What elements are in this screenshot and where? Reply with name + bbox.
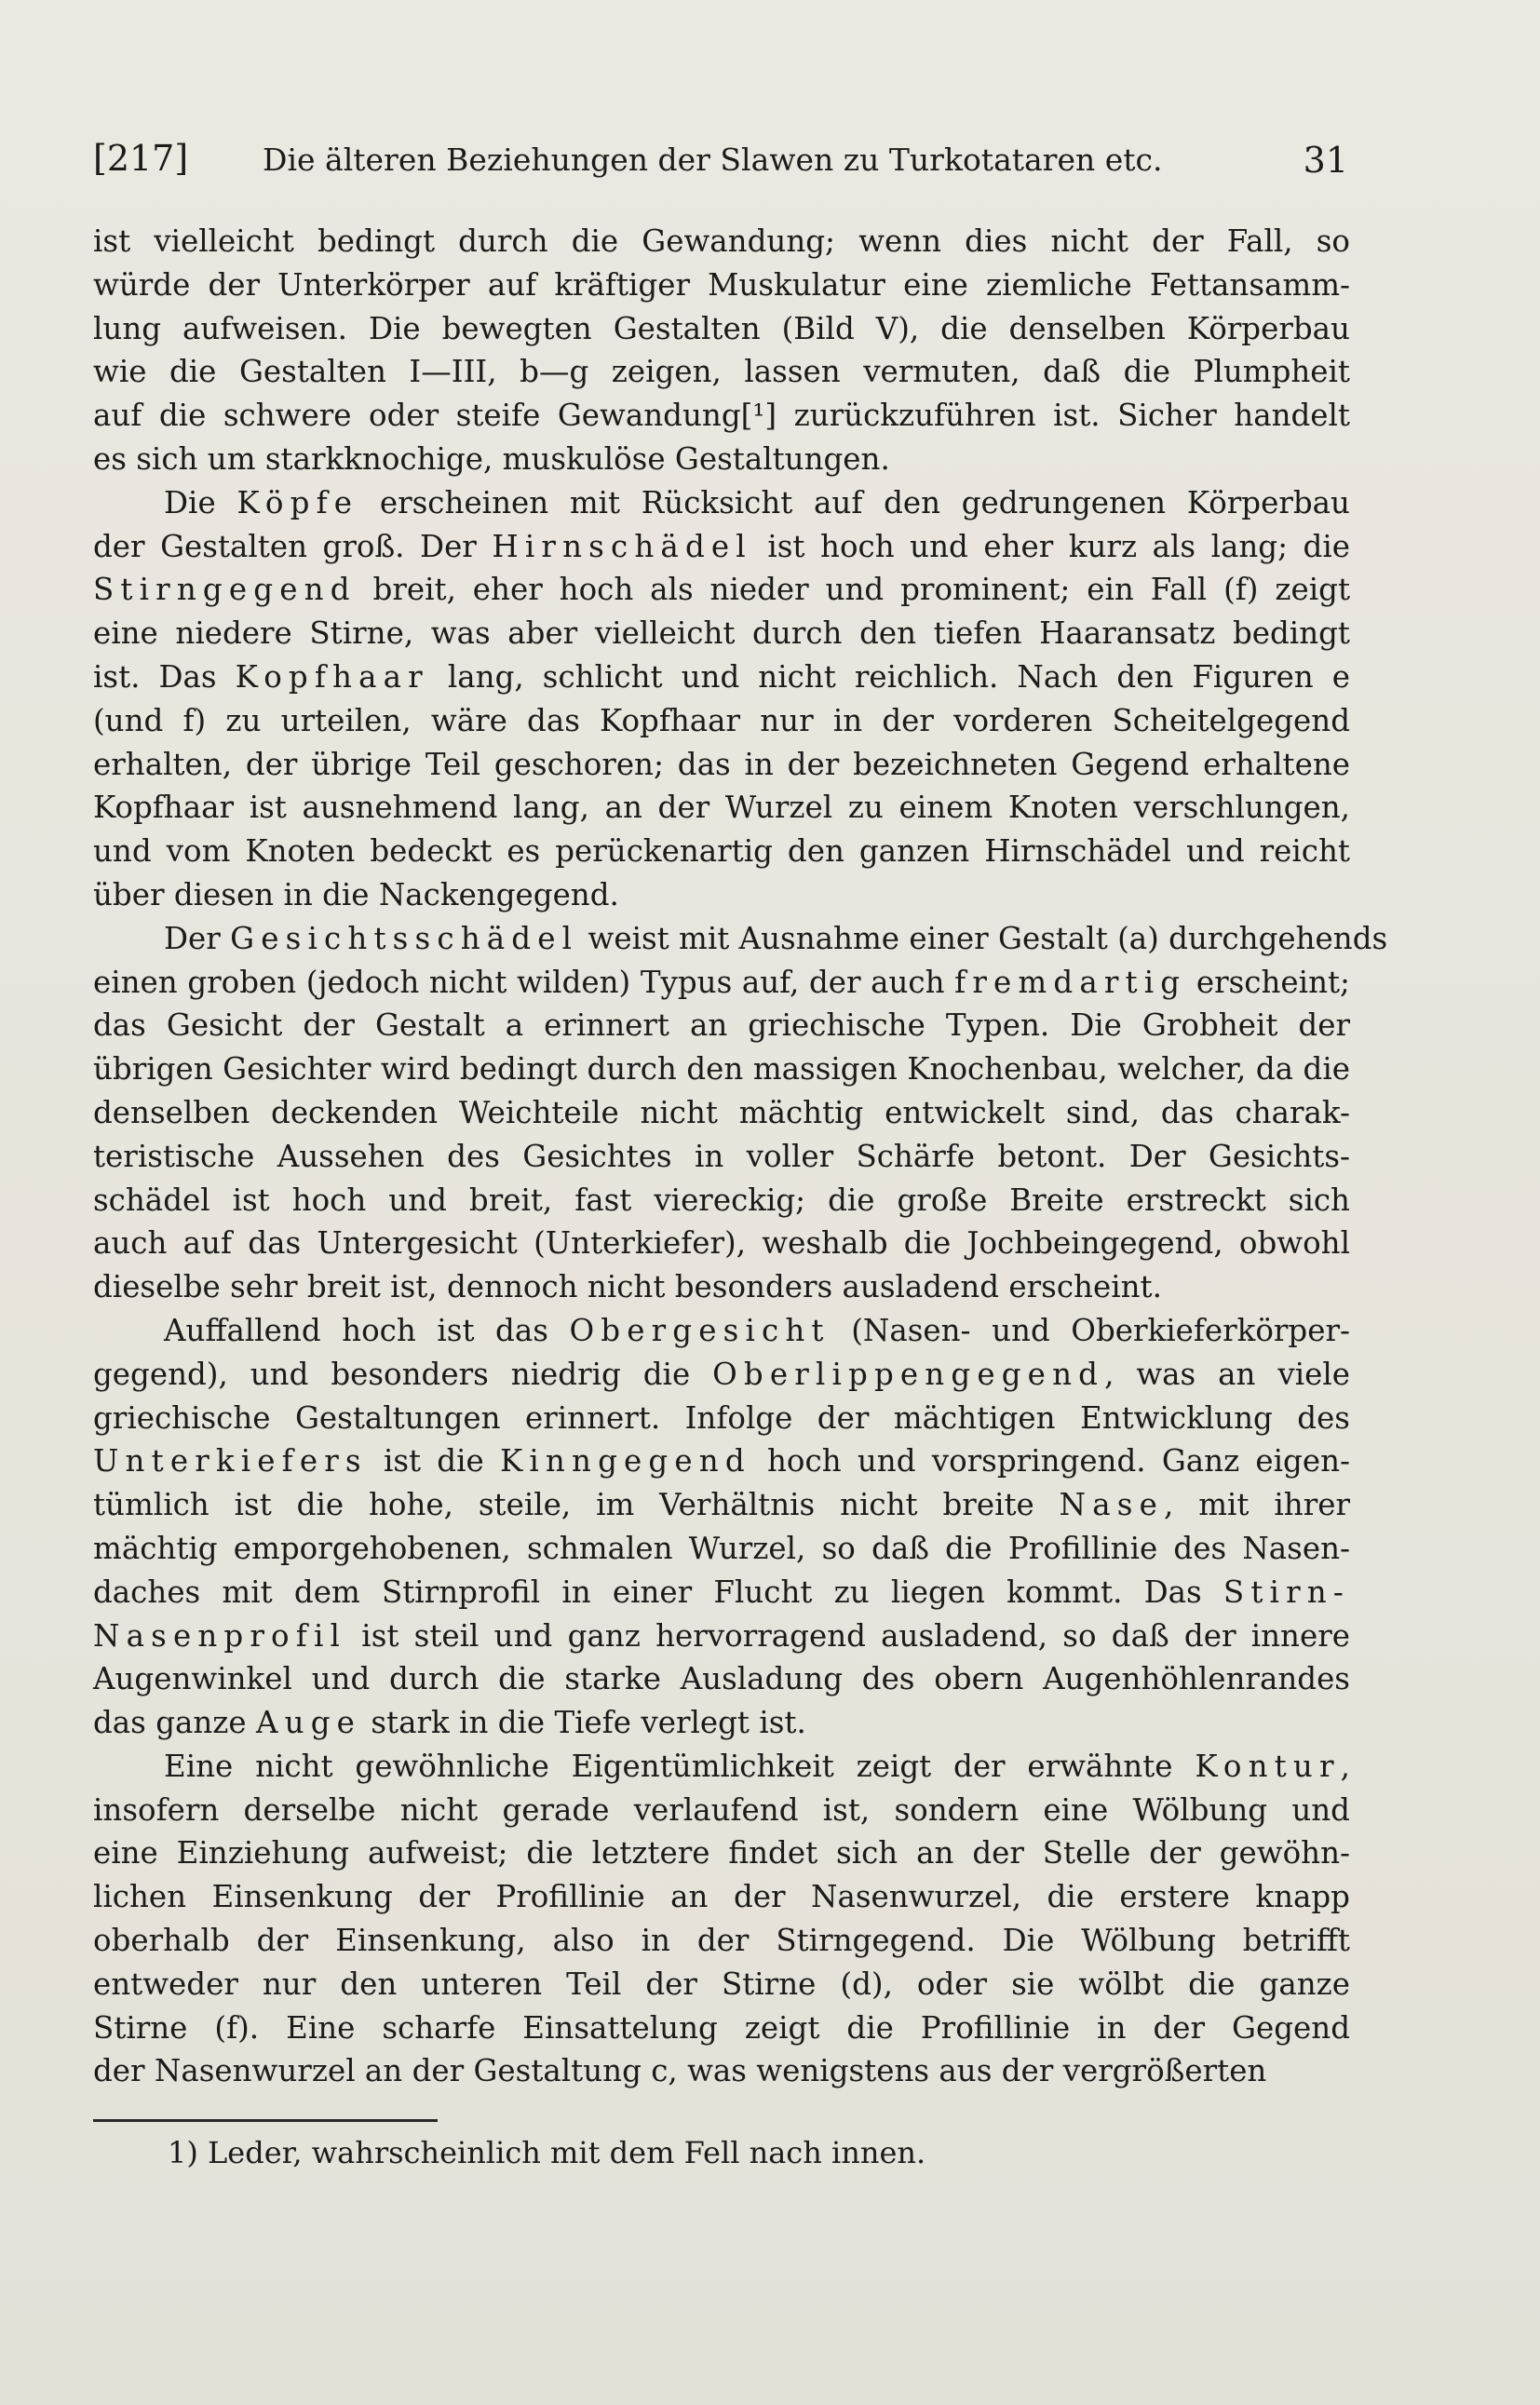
line-segment: entweder nur den unteren Teil der Stirne (d), oder sie wölbt die ganze (93, 1966, 1350, 2002)
line-segment: ist hoch und eher kurz als lang; die (751, 528, 1350, 564)
text-line (93, 263, 1350, 307)
text-line (93, 525, 1350, 569)
line-segment: einen groben (jedoch nicht wilden) Typus auf, der auch (93, 964, 955, 1000)
line-segment: Auffallend hoch ist das (164, 1312, 570, 1348)
line-segment: Der (164, 920, 231, 956)
line-segment: mächtig emporgehobenen, schmalen Wurzel, so daß die Profillinie des Nasen- (93, 1530, 1350, 1566)
spaced-term: Unterkiefers (93, 1443, 368, 1479)
line-segment: der Nasenwurzel an der Gestaltung c, was wenigstens aus der vergrößerten (93, 2053, 1267, 2089)
footnote: 1) Leder, wahrscheinlich mit dem Fell nach innen. (168, 2135, 926, 2170)
line-segment: Die (164, 484, 237, 520)
line-segment: auf die schwere oder steife Gewandung[¹] zurückzuführen ist. Sicher handelt (93, 398, 1350, 434)
line-segment: , (1340, 1748, 1350, 1784)
text-line (93, 1091, 1350, 1135)
text-line (93, 1135, 1350, 1179)
line-segment: stark in die Tiefe verlegt ist. (361, 1705, 806, 1741)
line-segment: übrigen Gesichter wird bedingt durch den massigen Knochenbau, welcher, da die (93, 1051, 1350, 1088)
text-line (93, 1439, 1350, 1483)
text-line (93, 1397, 1350, 1440)
text-line (93, 1353, 1350, 1397)
text-line (93, 1571, 1350, 1615)
line-segment: teristische Aussehen des Gesichtes in voller Schärfe betont. Der Gesichts- (93, 1138, 1350, 1174)
text-line (93, 743, 1350, 787)
text-line (93, 220, 1350, 263)
line-segment: (und f) zu urteilen, wäre das Kopfhaar nur in der vorderen Scheitelgegend (93, 702, 1350, 738)
line-segment: es sich um starkknochige, muskulöse Gestaltungen. (93, 440, 890, 477)
line-segment: Eine nicht gewöhnliche Eigentümlichkeit zeigt der erwähnte (164, 1748, 1196, 1784)
text-line (93, 2006, 1350, 2050)
line-segment: ist vielleicht bedingt durch die Gewandung; wenn dies nicht der Fall, so (93, 223, 1350, 259)
line-segment: ist steil und ganz hervorragend ausladend, so daß der innere (346, 1617, 1350, 1654)
line-segment: weist mit Ausnahme einer Gestalt (a) durchgehends (578, 920, 1388, 956)
spaced-term: Obergesicht (569, 1312, 831, 1348)
line-segment: , was an viele (1104, 1356, 1351, 1392)
text-line (93, 481, 1350, 525)
line-segment: ist. Das (93, 658, 236, 695)
line-segment: (Nasen- und Oberkieferkörper- (830, 1312, 1350, 1348)
line-segment: oberhalb der Einsenkung, also in der Stirngegend. Die Wölbung betrifft (93, 1923, 1350, 1959)
text-line (93, 1875, 1350, 1919)
line-segment: lichen Einsenkung der Profillinie an der Nasenwurzel, die erstere knapp (93, 1879, 1350, 1915)
text-line (93, 2049, 1350, 2093)
text-line (93, 699, 1350, 743)
text-line (93, 1179, 1350, 1223)
spaced-term: Nasenprofil (93, 1617, 347, 1654)
text-line (93, 307, 1350, 351)
line-segment: eine niedere Stirne, was aber vielleicht durch den tiefen Haaransatz bedingt (93, 615, 1350, 652)
line-segment: daches mit dem Stirnprofil in einer Flucht zu liegen kommt. Das (93, 1574, 1223, 1610)
text-line (93, 1004, 1350, 1047)
line-segment: eine Einziehung aufweist; die letztere findet sich an der Stelle der gewöhn- (93, 1835, 1350, 1871)
spaced-term: Auge (256, 1705, 362, 1741)
footnote-rule (93, 2119, 438, 2122)
line-segment: ist die (367, 1443, 500, 1479)
text-line (93, 830, 1350, 873)
text-line (93, 1831, 1350, 1875)
header-reference: [217] (93, 138, 189, 179)
paragraph (93, 220, 1350, 481)
text-line (93, 1789, 1350, 1832)
line-segment: hoch und vorspringend. Ganz eigen- (750, 1443, 1350, 1479)
text-line (93, 1222, 1350, 1265)
spaced-term: Oberlippengegend (712, 1356, 1105, 1392)
line-segment: dieselbe sehr breit ist, dennoch nicht besonders ausladend erscheint. (93, 1269, 1162, 1305)
text-line (93, 568, 1350, 612)
text-line (93, 394, 1350, 438)
line-segment: auch auf das Untergesicht (Unterkiefer), weshalb die Jochbeingegend, obwohl (93, 1225, 1350, 1262)
text-line (93, 786, 1350, 830)
line-segment: Augenwinkel und durch die starke Ausladung des obern Augenhöhlenrandes (93, 1661, 1350, 1697)
spaced-term: fremdartig (954, 964, 1187, 1000)
text-line (93, 1745, 1350, 1789)
line-segment: erscheint; (1186, 964, 1351, 1000)
line-segment: schädel ist hoch und breit, fast viereckig; die große Breite erstreckt sich (93, 1182, 1350, 1218)
line-segment: das Gesicht der Gestalt a erinnert an griechische Typen. Die Grobheit der (93, 1007, 1350, 1044)
line-segment: der Gestalten groß. Der (93, 528, 493, 564)
paragraph (93, 1745, 1350, 2093)
spaced-term: Kontur (1195, 1748, 1341, 1784)
text-line (93, 612, 1350, 655)
spaced-term: Kopfhaar (235, 658, 429, 695)
text-line (93, 1483, 1350, 1527)
text-line (93, 1701, 1350, 1745)
text-line (93, 1047, 1350, 1091)
line-segment: erscheinen mit Rücksicht auf den gedrungenen Körperbau (358, 484, 1350, 520)
text-line (93, 438, 1350, 481)
text-line (93, 1527, 1350, 1571)
line-segment: gegend), und besonders niedrig die (93, 1356, 713, 1392)
page-number: 31 (1303, 140, 1348, 181)
line-segment: wie die Gestalten I—III, b—g zeigen, lassen vermuten, daß die Plumpheit (93, 354, 1350, 390)
text-line (93, 350, 1350, 394)
line-segment: lang, schlicht und nicht reichlich. Nach den Figuren e (428, 658, 1351, 695)
line-segment: griechische Gestaltungen erinnert. Infolge der mächtigen Entwicklung des (93, 1399, 1350, 1436)
line-segment: insofern derselbe nicht gerade verlaufend ist, sondern eine Wölbung und (93, 1791, 1350, 1828)
text-line (93, 1919, 1350, 1963)
text-line (93, 917, 1388, 961)
text-line (93, 1657, 1350, 1701)
line-segment: würde der Unterkörper auf kräftiger Muskulatur eine ziemliche Fettansamm- (93, 266, 1350, 303)
spaced-term: Stirngegend (93, 572, 357, 608)
line-segment: über diesen in die Nackengegend. (93, 876, 619, 912)
body-text (93, 220, 1388, 2093)
text-line (93, 1615, 1350, 1658)
line-segment: lung aufweisen. Die bewegten Gestalten (Bild V), die denselben Körperbau (93, 310, 1350, 346)
line-segment: , mit ihrer (1163, 1487, 1350, 1523)
paragraph (93, 917, 1388, 1309)
header-title: Die älteren Beziehungen der Slawen zu Turkotataren etc. (263, 142, 1163, 178)
spaced-term: Gesichtsschädel (230, 920, 579, 956)
line-segment: Kopfhaar ist ausnehmend lang, an der Wurzel zu einem Knoten verschlungen, (93, 790, 1350, 826)
text-line (93, 873, 1350, 917)
spaced-term: Stirn- (1223, 1574, 1350, 1610)
line-segment: tümlich ist die hohe, steile, im Verhältnis nicht breite (93, 1487, 1060, 1523)
text-line (93, 1963, 1350, 2006)
running-header (93, 138, 1348, 186)
spaced-term: Kinngegend (499, 1443, 751, 1479)
text-line (93, 655, 1350, 699)
line-segment: erhalten, der übrige Teil geschoren; das in der bezeichneten Gegend erhaltene (93, 746, 1350, 782)
line-segment: breit, eher hoch als nieder und prominent; ein Fall (f) zeigt (356, 572, 1350, 608)
text-line (93, 961, 1350, 1005)
line-segment: denselben deckenden Weichteile nicht mächtig entwickelt sind, das charak- (93, 1094, 1350, 1130)
line-segment: und vom Knoten bedeckt es perückenartig den ganzen Hirnschädel und reicht (93, 833, 1350, 870)
line-segment: das ganze (93, 1705, 256, 1741)
text-line (93, 1265, 1350, 1309)
spaced-term: Hirnschädel (492, 528, 752, 564)
spaced-term: Köpfe (236, 484, 359, 520)
paragraph (93, 481, 1350, 917)
spaced-term: Nase (1059, 1487, 1164, 1523)
text-line (93, 1309, 1350, 1353)
paragraph (93, 1309, 1350, 1745)
line-segment: Stirne (f). Eine scharfe Einsattelung zeigt die Profillinie in der Gegend (93, 2009, 1350, 2046)
